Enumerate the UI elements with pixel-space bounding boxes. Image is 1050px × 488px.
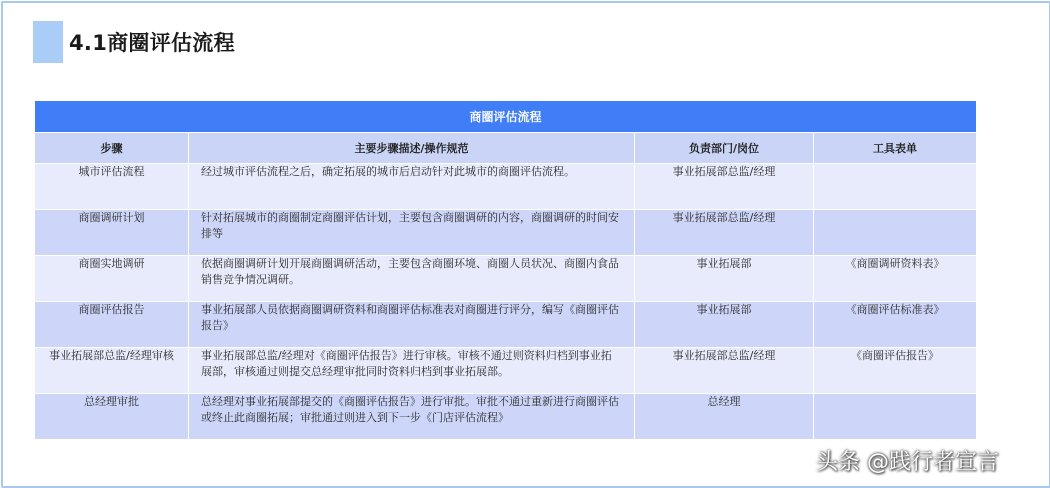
title-text: 4.1商圈评估流程 xyxy=(69,31,235,55)
title-accent-block xyxy=(33,21,63,63)
cell-description: 事业拓展部总监/经理对《商圈评估报告》进行审核。审核不通过则资料归档到事业拓展部，审核通过则提交总经理审批同时资料归档到事业拓展部。 xyxy=(189,348,635,394)
table-row xyxy=(35,256,977,302)
table-caption-row xyxy=(35,101,977,133)
cell-step: 总经理审批 xyxy=(35,394,189,440)
table-row xyxy=(35,164,977,210)
cell-tool xyxy=(814,210,977,256)
cell-department: 事业拓展部 xyxy=(635,302,814,348)
header-tool: 工具表单 xyxy=(814,133,977,164)
cell-description: 依据商圈调研计划开展商圈调研活动，主要包含商圈环境、商圈人员状况、商圈内食品销售竞争情况调研。 xyxy=(189,256,635,302)
cell-department: 事业拓展部总监/经理 xyxy=(635,164,814,210)
cell-step: 商圈实地调研 xyxy=(35,256,189,302)
header-department: 负责部门/岗位 xyxy=(635,133,814,164)
cell-step: 商圈调研计划 xyxy=(35,210,189,256)
slide-title xyxy=(33,21,235,63)
header-step: 步骤 xyxy=(35,133,189,164)
table-row xyxy=(35,394,977,440)
cell-department: 事业拓展部总监/经理 xyxy=(635,348,814,394)
cell-tool: 《商圈评估报告》 xyxy=(814,348,977,394)
cell-tool xyxy=(814,164,977,210)
cell-step: 商圈评估报告 xyxy=(35,302,189,348)
cell-department: 事业拓展部总监/经理 xyxy=(635,210,814,256)
cell-step: 事业拓展部总监/经理审核 xyxy=(35,348,189,394)
cell-description: 事业拓展部人员依据商圈调研资料和商圈评估标准表对商圈进行评分，编写《商圈评估报告》 xyxy=(189,302,635,348)
cell-description: 针对拓展城市的商圈制定商圈评估计划，主要包含商圈调研的内容，商圈调研的时间安排等 xyxy=(189,210,635,256)
table-row xyxy=(35,210,977,256)
cell-department: 事业拓展部 xyxy=(635,256,814,302)
header-description: 主要步骤描述/操作规范 xyxy=(189,133,635,164)
table-row xyxy=(35,348,977,394)
process-table xyxy=(34,100,977,440)
cell-tool xyxy=(814,394,977,440)
cell-step: 城市评估流程 xyxy=(35,164,189,210)
cell-description: 经过城市评估流程之后，确定拓展的城市后启动针对此城市的商圈评估流程。 xyxy=(189,164,635,210)
watermark: 头条 @践行者宣言 xyxy=(816,450,999,475)
cell-tool: 《商圈评估标准表》 xyxy=(814,302,977,348)
cell-department: 总经理 xyxy=(635,394,814,440)
table-row xyxy=(35,302,977,348)
table-header-row xyxy=(35,133,977,164)
cell-description: 总经理对事业拓展部提交的《商圈评估报告》进行审批。审批不通过重新进行商圈评估或终止此商圈拓展；审批通过则进入到下一步《门店评估流程》 xyxy=(189,394,635,440)
table-caption: 商圈评估流程 xyxy=(35,101,977,133)
cell-tool: 《商圈调研资料表》 xyxy=(814,256,977,302)
